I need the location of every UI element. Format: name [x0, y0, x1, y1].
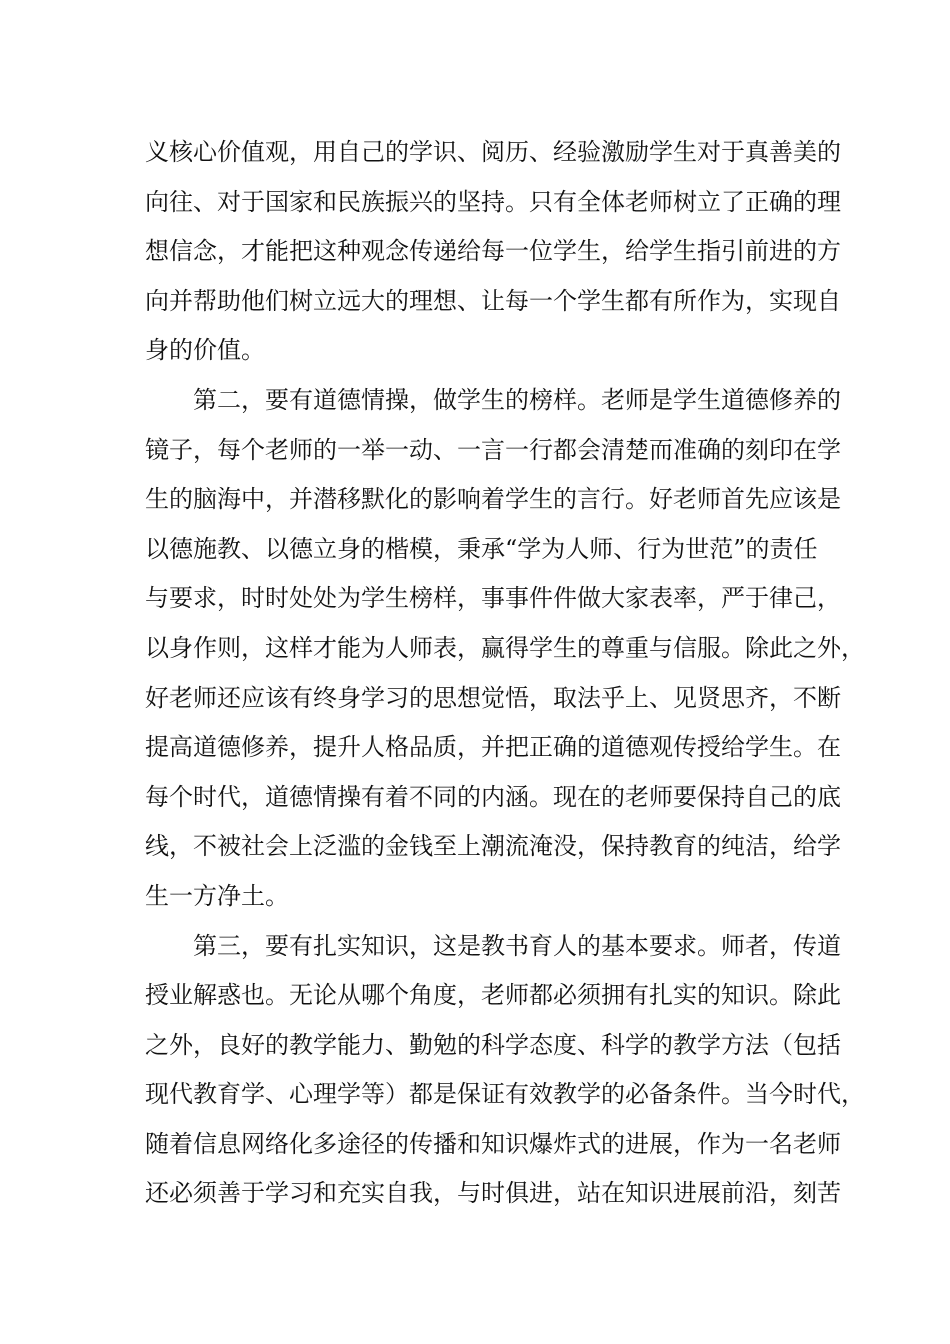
paragraph-3-line-4: 现代教育学、心理学等）都是保证有效教学的必备条件。当今时代，: [145, 1080, 865, 1109]
paragraph-1-line-1: 义核心价值观，用自己的学识、阅历、经验激励学生对于真善美的: [145, 138, 841, 166]
paragraph-2-line-10: 线，不被社会上泛滥的金钱至上潮流淹没，保持教育的纯洁，给学: [145, 832, 841, 861]
paragraph-2-line-9: 每个时代，道德情操有着不同的内涵。现在的老师要保持自己的底: [145, 782, 841, 811]
paragraph-2-line-4: 以德施教、以德立身的楷模，秉承“学为人师、行为世范”的责任: [145, 534, 818, 563]
paragraph-2-line-2: 镜子，每个老师的一举一动、一言一行都会清楚而准确的刻印在学: [145, 435, 841, 464]
paragraph-2-line-6: 以身作则，这样才能为人师表，赢得学生的尊重与信服。除此之外，: [145, 633, 865, 662]
paragraph-1-line-2: 向往、对于国家和民族振兴的坚持。只有全体老师树立了正确的理: [145, 187, 841, 216]
paragraph-2-line-8: 提高道德修养，提升人格品质，并把正确的道德观传授给学生。在: [145, 733, 841, 762]
paragraph-3-line-3: 之外，良好的教学能力、勤勉的科学态度、科学的教学方法（包括: [145, 1030, 841, 1059]
paragraph-3-line-2: 授业解惑也。无论从哪个角度，老师都必须拥有扎实的知识。除此: [145, 981, 841, 1010]
paragraph-3-line-5: 随着信息网络化多途径的传播和知识爆炸式的进展，作为一名老师: [145, 1129, 841, 1158]
paragraph-2-line-7: 好老师还应该有终身学习的思想觉悟，取法乎上、见贤思齐，不断: [145, 683, 841, 712]
paragraph-2-line-11: 生一方净土。: [145, 881, 289, 910]
paragraph-3-line-6: 还必须善于学习和充实自我，与时俱进，站在知识进展前沿，刻苦: [145, 1179, 841, 1208]
paragraph-2-line-1: 第二，要有道德情操，做学生的榜样。老师是学生道德修养的: [193, 385, 841, 414]
paragraph-2-line-3: 生的脑海中，并潜移默化的影响着学生的言行。好老师首先应该是: [145, 485, 841, 514]
paragraph-1-line-4: 向并帮助他们树立远大的理想、让每一个学生都有所作为，实现自: [145, 286, 841, 315]
paragraph-3-line-1: 第三，要有扎实知识，这是教书育人的基本要求。师者，传道: [193, 931, 841, 960]
paragraph-2-line-5: 与要求，时时处处为学生榜样，事事件件做大家表率，严于律己，: [145, 584, 841, 613]
paragraph-1-line-5: 身的价值。: [145, 336, 265, 365]
document-body: [145, 128, 865, 1219]
paragraph-1-line-3: 想信念，才能把这种观念传递给每一位学生，给学生指引前进的方: [145, 237, 841, 266]
